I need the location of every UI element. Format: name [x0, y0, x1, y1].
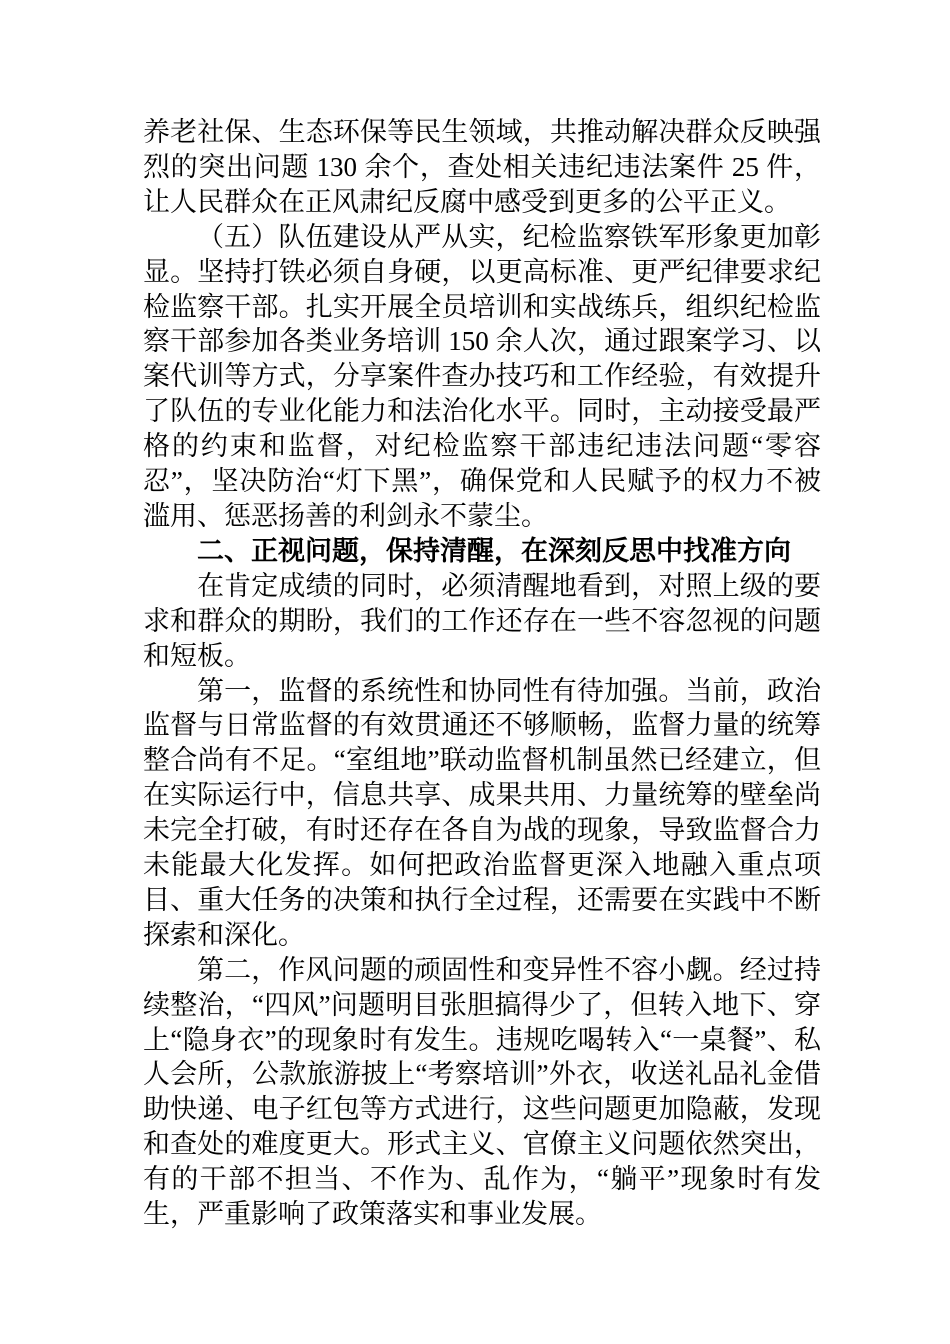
paragraph-team-building: （五）队伍建设从严从实，纪检监察铁军形象更加彰显。坚持打铁必须自身硬，以更高标准、更严纪律要求纪检监察干部。扎实开展全员培训和实战练兵，组织纪检监察干部参加各类业务培训 150 余人次，通过跟案学习、以案代训等方式，分享案件查办技巧和工作经验，有效提升了队伍的专业化能力和法治化水平。同时，主动接受最严格的约束和监督，对纪检监察干部违纪违法问题“零容忍”，坚决防治“灯下黑”，确保党和人民赋予的权力不被滥用、惩恶扬善的利剑永不蒙尘。	[143, 221, 821, 531]
paragraph-acknowledge-shortcomings: 在肯定成绩的同时，必须清醒地看到，对照上级的要求和群众的期盼，我们的工作还存在一些不容忽视的问题和短板。	[143, 570, 821, 671]
paragraph-livelihood-results-continuation: 养老社保、生态环保等民生领域，共推动解决群众反映强烈的突出问题 130 余个，查处相关违纪违法案件 25 件，让人民群众在正风肃纪反腐中感受到更多的公平正义。	[143, 117, 821, 217]
paragraph-second-work-style-problems: 第二，作风问题的顽固性和变异性不容小觑。经过持续整治，“四风”问题明目张胆搞得少了，但转入地下、穿上“隐身衣”的现象时有发生。违规吃喝转入“一桌餐”、私人会所，公款旅游披上“考察培训”外衣，收送礼品礼金借助快递、电子红包等方式进行，这些问题更加隐蔽，发现和查处的难度更大。形式主义、官僚主义问题依然突出，有的干部不担当、不作为、乱作为，“躺平”现象时有发生，严重影响了政策落实和事业发展。	[143, 954, 821, 1230]
paragraph-first-supervision-coordination: 第一，监督的系统性和协同性有待加强。当前，政治监督与日常监督的有效贯通还不够顺畅，监督力量的统筹整合尚有不足。“室组地”联动监督机制虽然已经建立，但在实际运行中，信息共享、成果共用、力量统筹的壁垒尚未完全打破，有时还存在各自为战的现象，导致监督合力未能最大化发挥。如何把政治监督更深入地融入重点项目、重大任务的决策和执行全过程，还需要在实践中不断探索和深化。	[143, 675, 821, 950]
document-text-block	[143, 115, 821, 1232]
section-heading-face-problems: 二、正视问题，保持清醒，在深刻反思中找准方向	[197, 535, 791, 566]
